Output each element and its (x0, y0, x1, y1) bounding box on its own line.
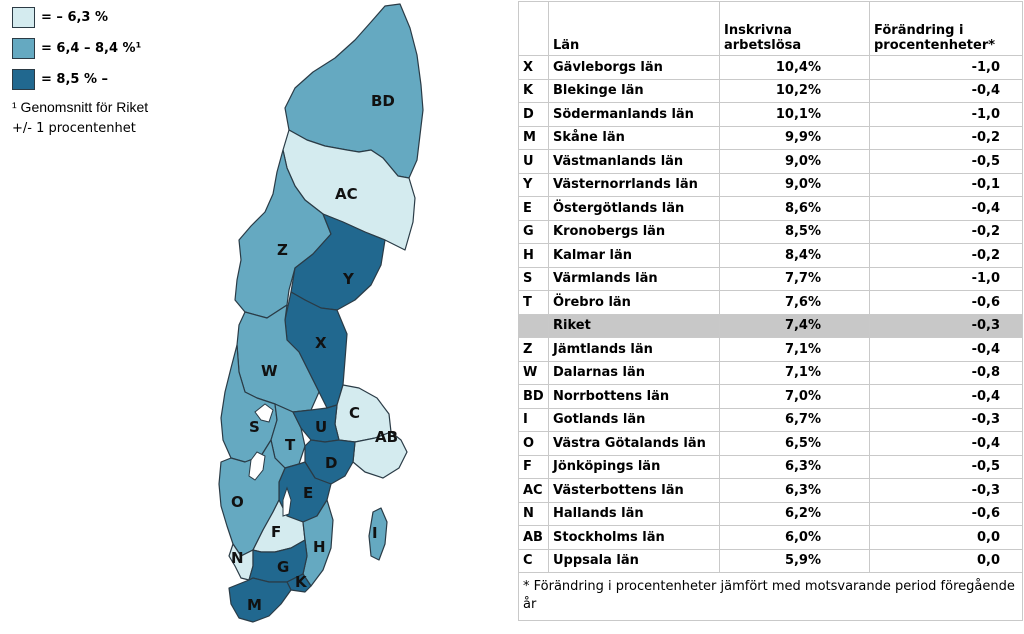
cell-change: 0,0 (870, 526, 1023, 550)
region-label-BD: BD (371, 92, 395, 110)
cell-name: Västmanlands län (549, 150, 720, 174)
header-code (519, 2, 549, 56)
cell-code: U (519, 150, 549, 174)
table-row (519, 479, 1023, 503)
cell-value: 7,4% (720, 314, 870, 338)
cell-name: Hallands län (549, 502, 720, 526)
cell-value: 6,3% (720, 479, 870, 503)
cell-change: -0,4 (870, 197, 1023, 221)
cell-value: 9,0% (720, 150, 870, 174)
cell-change: -0,1 (870, 173, 1023, 197)
cell-value: 10,2% (720, 79, 870, 103)
cell-value: 8,6% (720, 197, 870, 221)
cell-name: Jämtlands län (549, 338, 720, 362)
cell-name: Värmlands län (549, 267, 720, 291)
cell-change: -0,4 (870, 79, 1023, 103)
header-lan: Län (549, 2, 720, 56)
legend-swatch-low (12, 7, 35, 28)
cell-code: Y (519, 173, 549, 197)
table-row (519, 291, 1023, 315)
cell-name: Södermanlands län (549, 103, 720, 127)
cell-value: 7,6% (720, 291, 870, 315)
cell-value: 10,4% (720, 56, 870, 80)
cell-value: 6,7% (720, 408, 870, 432)
cell-change: -0,4 (870, 432, 1023, 456)
cell-name: Gotlands län (549, 408, 720, 432)
cell-change: -0,8 (870, 361, 1023, 385)
cell-change: -0,2 (870, 126, 1023, 150)
table-row (519, 267, 1023, 291)
cell-name: Västernorrlands län (549, 173, 720, 197)
unemployment-table-container (518, 1, 1022, 621)
table-row (519, 56, 1023, 80)
cell-name: Kronobergs län (549, 220, 720, 244)
table-row (519, 126, 1023, 150)
region-label-U: U (315, 418, 328, 436)
region-label-O: O (231, 493, 244, 511)
cell-change: -0,2 (870, 244, 1023, 268)
cell-code: G (519, 220, 549, 244)
region-label-S: S (249, 418, 260, 436)
legend-swatch-mid (12, 38, 35, 59)
cell-code: E (519, 197, 549, 221)
cell-value: 7,1% (720, 338, 870, 362)
table-row (519, 79, 1023, 103)
cell-change: -1,0 (870, 267, 1023, 291)
region-label-AB: AB (375, 428, 399, 446)
region-label-G: G (277, 558, 290, 576)
header-inskrivna: Inskrivna arbetslösa (720, 2, 870, 56)
table-row (519, 455, 1023, 479)
table-row (519, 220, 1023, 244)
cell-name: Norrbottens län (549, 385, 720, 409)
cell-value: 8,4% (720, 244, 870, 268)
cell-value: 6,0% (720, 526, 870, 550)
region-label-Y: Y (343, 270, 354, 288)
cell-value: 6,5% (720, 432, 870, 456)
table-footnote-row (519, 573, 1023, 621)
cell-value: 6,3% (720, 455, 870, 479)
cell-name: Dalarnas län (549, 361, 720, 385)
region-label-C: C (349, 404, 361, 422)
cell-name: Uppsala län (549, 549, 720, 573)
table-body (519, 56, 1023, 573)
cell-change: -0,2 (870, 220, 1023, 244)
cell-code: M (519, 126, 549, 150)
region-label-AC: AC (335, 185, 358, 203)
region-label-W: W (261, 362, 278, 380)
cell-name: Jönköpings län (549, 455, 720, 479)
table-row (519, 432, 1023, 456)
region-label-E: E (303, 484, 314, 502)
legend-label-mid: = 6,4 – 8,4 %¹ (41, 41, 142, 56)
table-row (519, 103, 1023, 127)
table-row (519, 173, 1023, 197)
cell-code: S (519, 267, 549, 291)
table-row (519, 314, 1023, 338)
cell-value: 9,9% (720, 126, 870, 150)
table-row (519, 338, 1023, 362)
cell-name: Västra Götalands län (549, 432, 720, 456)
table-row (519, 244, 1023, 268)
cell-value: 8,5% (720, 220, 870, 244)
table-row (519, 385, 1023, 409)
cell-name: Skåne län (549, 126, 720, 150)
region-label-F: F (271, 523, 282, 541)
header-forandring: Förändring i procentenheter* (870, 2, 1023, 56)
cell-code: AB (519, 526, 549, 550)
cell-name: Riket (549, 314, 720, 338)
cell-change: -0,3 (870, 314, 1023, 338)
cell-code: I (519, 408, 549, 432)
region-label-T: T (285, 436, 296, 454)
cell-name: Kalmar län (549, 244, 720, 268)
region-label-N: N (231, 549, 244, 567)
region-label-K: K (295, 573, 307, 591)
cell-change: -1,0 (870, 103, 1023, 127)
table-row (519, 549, 1023, 573)
cell-name: Västerbottens län (549, 479, 720, 503)
region-label-M: M (247, 596, 262, 614)
cell-name: Gävleborgs län (549, 56, 720, 80)
cell-code: D (519, 103, 549, 127)
table-row (519, 150, 1023, 174)
table-header-row (519, 2, 1023, 56)
cell-code: BD (519, 385, 549, 409)
legend-label-low: = – 6,3 % (41, 10, 109, 25)
cell-value: 7,1% (720, 361, 870, 385)
region-label-Z: Z (277, 241, 288, 259)
cell-change: -1,0 (870, 56, 1023, 80)
table-row (519, 361, 1023, 385)
cell-name: Örebro län (549, 291, 720, 315)
cell-code: K (519, 79, 549, 103)
cell-code: O (519, 432, 549, 456)
cell-change: -0,5 (870, 455, 1023, 479)
cell-change: -0,5 (870, 150, 1023, 174)
cell-name: Blekinge län (549, 79, 720, 103)
unemployment-table (518, 1, 1023, 621)
cell-value: 9,0% (720, 173, 870, 197)
cell-change: -0,4 (870, 338, 1023, 362)
cell-value: 7,0% (720, 385, 870, 409)
cell-change: -0,6 (870, 291, 1023, 315)
cell-code: X (519, 56, 549, 80)
cell-code (519, 314, 549, 338)
cell-code: F (519, 455, 549, 479)
cell-change: -0,4 (870, 385, 1023, 409)
cell-code: T (519, 291, 549, 315)
cell-code: Z (519, 338, 549, 362)
cell-value: 5,9% (720, 549, 870, 573)
cell-change: -0,6 (870, 502, 1023, 526)
cell-code: H (519, 244, 549, 268)
region-label-I: I (372, 524, 378, 542)
legend-swatch-high (12, 69, 35, 90)
cell-code: AC (519, 479, 549, 503)
cell-name: Stockholms län (549, 526, 720, 550)
legend-note-line1: ¹ Genomsnitt för Riket (12, 99, 149, 115)
cell-value: 10,1% (720, 103, 870, 127)
table-row (519, 526, 1023, 550)
cell-name: Östergötlands län (549, 197, 720, 221)
cell-value: 7,7% (720, 267, 870, 291)
legend-label-high: = 8,5 % – (41, 72, 109, 87)
region-label-X: X (315, 334, 327, 352)
table-footnote: * Förändring i procentenheter jämfört med motsvarande period föregående år (519, 573, 1023, 621)
cell-change: -0,3 (870, 479, 1023, 503)
sweden-map (195, 0, 430, 634)
cell-change: -0,3 (870, 408, 1023, 432)
legend-note-line2: +/- 1 procentenhet (12, 121, 136, 136)
cell-change: 0,0 (870, 549, 1023, 573)
region-label-D: D (325, 454, 338, 472)
cell-code: W (519, 361, 549, 385)
cell-code: N (519, 502, 549, 526)
cell-code: C (519, 549, 549, 573)
table-row (519, 197, 1023, 221)
table-row (519, 408, 1023, 432)
table-row (519, 502, 1023, 526)
region-label-H: H (313, 538, 326, 556)
sweden-map-svg (195, 0, 430, 634)
cell-value: 6,2% (720, 502, 870, 526)
